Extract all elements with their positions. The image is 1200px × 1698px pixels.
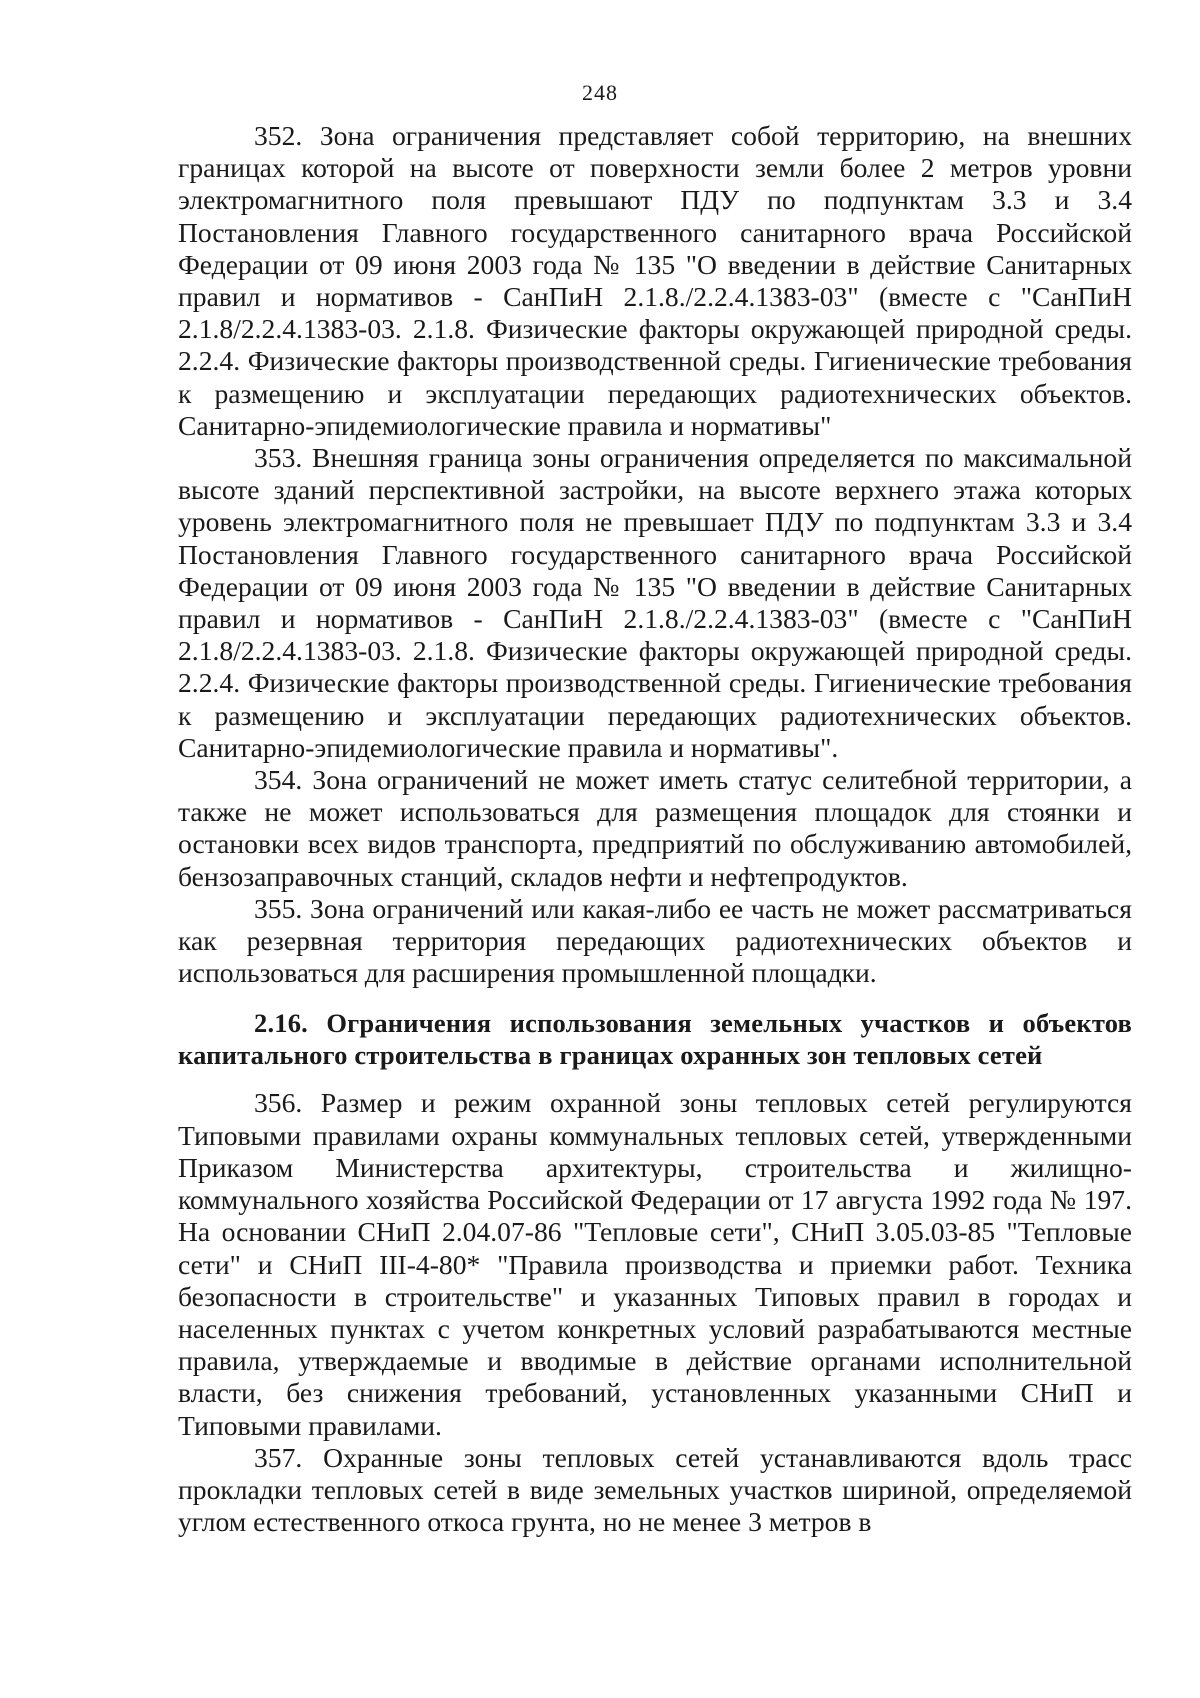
- paragraph-number: 352.: [254, 120, 303, 151]
- paragraph-text: Внешняя граница зоны ограничения определяется по максимальной высоте зданий перспективной застройки, на высоте верхнего этажа которых уровень электромагнитного поля не превышает ПДУ по подпунктам 3.3 и 3.4 Постановления Главного государственного санитарного врача Российской Федерации от 09 июня 2003 года № 135 "О введении в действие Санитарных правил и нормативов - СанПиН 2.1.8./2.2.4.1383-03" (вместе с "СанПиН 2.1.8/2.2.4.1383-03. 2.1.8. Физические факторы окружающей природной среды. 2.2.4. Физические факторы производственной среды. Гигиенические требования к размещению и эксплуатации передающих радиотехнических объектов. Санитарно-эпидемиологические правила и нормативы".: [178, 442, 1132, 763]
- paragraph-text: Охранные зоны тепловых сетей устанавливаются вдоль трасс прокладки тепловых сетей в виде земельных участков шириной, определяемой углом естественного откоса грунта, но не менее 3 метров в: [178, 1441, 1132, 1538]
- page-number: 248: [582, 80, 618, 105]
- paragraph-number: 355.: [254, 892, 303, 924]
- paragraph-text: Зона ограничений или какая-либо ее часть не может рассматриваться как резервная территория передающих радиотехнических объектов и использоваться для расширения промышленной площадки.: [178, 892, 1132, 989]
- document-body: [178, 120, 1132, 1538]
- paragraph-357: [178, 1442, 1132, 1539]
- paragraph-number: 356.: [254, 1087, 303, 1119]
- paragraph-355: [178, 893, 1132, 990]
- section-heading: 2.16. Ограничения использования земельных участков и объектов капитального строительства в границах охранных зон тепловых сетей: [178, 1008, 1132, 1071]
- paragraph-354: [178, 764, 1132, 893]
- paragraph-352: [178, 120, 1132, 442]
- paragraph-356: [178, 1087, 1132, 1441]
- paragraph-number: 353.: [254, 442, 303, 474]
- paragraph-text: Размер и режим охранной зоны тепловых сетей регулируются Типовыми правилами охраны коммунальных тепловых сетей, утвержденными Приказом Министерства архитектуры, строительства и жилищно-коммунального хозяйства Российской Федерации от 17 августа 1992 года № 197. На основании СНиП 2.04.07-86 "Тепловые сети", СНиП 3.05.03-85 "Тепловые сети" и СНиП III-4-80* "Правила производства и приемки работ. Техника безопасности в строительстве" и указанных Типовых правил в городах и населенных пунктах с учетом конкретных условий разрабатываются местные правила, утверждаемые и вводимые в действие органами исполнительной власти, без снижения требований, установленных указанными СНиП и Типовыми правилами.: [178, 1087, 1132, 1441]
- paragraph-number: 354.: [254, 764, 303, 796]
- paragraph-353: [178, 442, 1132, 764]
- paragraph-text: Зона ограничений не может иметь статус селитебной территории, а также не может использоваться для размещения площадок для стоянки и остановки всех видов транспорта, предприятий по обслуживанию автомобилей, бензозаправочных станций, складов нефти и нефтепродуктов.: [178, 764, 1132, 892]
- paragraph-text: Зона ограничения представляет собой территорию, на внешних границах которой на высоте от поверхности земли более 2 метров уровни электромагнитного поля превышают ПДУ по подпунктам 3.3 и 3.4 Постановления Главного государственного санитарного врача Российской Федерации от 09 июня 2003 года № 135 "О введении в действие Санитарных правил и нормативов - СанПиН 2.1.8./2.2.4.1383-03" (вместе с "СанПиН 2.1.8/2.2.4.1383-03. 2.1.8. Физические факторы окружающей природной среды. 2.2.4. Физические факторы производственной среды. Гигиенические требования к размещению и эксплуатации передающих радиотехнических объектов. Санитарно-эпидемиологические правила и нормативы": [178, 120, 1132, 441]
- paragraph-number: 357.: [254, 1441, 303, 1473]
